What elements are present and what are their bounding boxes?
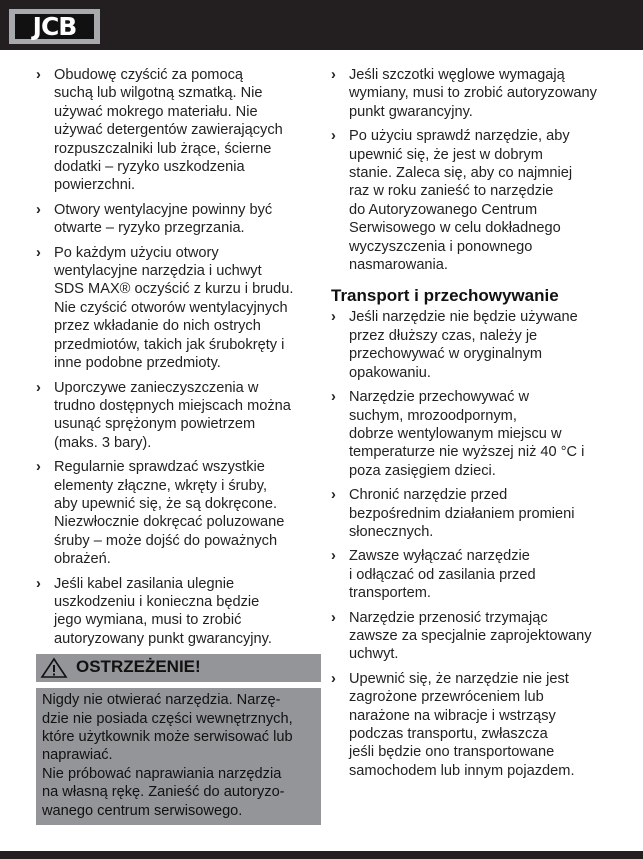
list-item-text: Upewnić się, że narzędzie nie jest zagrożone przewróceniem lub narażone na wibracje i wstrząsy podczas transportu, zwłaszcza jeśli będzie ono transportowane samochodem lub innym pojazdem. xyxy=(349,670,575,779)
logo-text: JCB xyxy=(15,14,94,39)
list-item-text: Jeśli narzędzie nie będzie używane przez dłuższy czas, należy je przechowywać w oryginalnym opakowaniu. xyxy=(349,309,578,381)
list-item-text: Jeśli kabel zasilania ulegnie uszkodzeniu i konieczna będzie jego wymiana, musi to zrobić autoryzowany punkt gwarancyjny. xyxy=(54,575,272,647)
list-item-text: Chronić narzędzie przed bezpośrednim działaniem promieni słonecznych. xyxy=(349,487,575,540)
list-item-text: Otwory wentylacyjne powinny być otwarte – ryzyko przegrzania. xyxy=(54,201,273,237)
bullet-chevron-icon: › xyxy=(331,609,336,626)
list-item xyxy=(331,486,616,541)
list-item xyxy=(36,244,321,373)
bullet-chevron-icon: › xyxy=(36,575,41,592)
list-item xyxy=(331,609,616,664)
bullet-chevron-icon: › xyxy=(331,128,336,145)
list-item-text: Zawsze wyłączać narzędzie i odłączać od zasilania przed transportem. xyxy=(349,548,536,602)
list-item-text: Jeśli szczotki węglowe wymagają wymiany, musi to zrobić autoryzowany punkt gwarancyjny. xyxy=(349,67,597,120)
list-item xyxy=(36,379,321,453)
list-item-text: Narzędzie przenosić trzymając zawsze za specjalnie zaprojektowany uchwyt. xyxy=(349,609,592,663)
bullet-chevron-icon: › xyxy=(36,379,41,396)
left-column xyxy=(36,66,321,825)
bullet-chevron-icon: › xyxy=(331,487,336,504)
bullet-chevron-icon: › xyxy=(331,389,336,406)
bullet-chevron-icon: › xyxy=(331,670,336,687)
warning-body: Nigdy nie otwierać narzędzia. Narzę- dzie nie posiada części wewnętrznych, które użytkownik może serwisować lub naprawiać. Nie próbować naprawiania narzędzia na własną rękę. Zanieść do autoryzo- wanego centrum serwisowego. xyxy=(36,688,321,825)
bullet-chevron-icon: › xyxy=(36,67,41,83)
list-item-text: Po użyciu sprawdź narzędzie, aby upewnić się, że jest w dobrym stanie. Zaleca się, aby co najmniej raz w roku zanieść to narzędzie do Autoryzowanego Centrum Serwisowego w celu dokładnego wyczyszczenia i ponownego nasmarowania. xyxy=(349,128,573,274)
right-column xyxy=(331,66,616,786)
list-item xyxy=(331,388,616,480)
list-item xyxy=(331,670,616,780)
bullet-chevron-icon: › xyxy=(331,548,336,565)
bullet-chevron-icon: › xyxy=(331,309,336,326)
jcb-logo xyxy=(9,9,100,44)
list-item xyxy=(36,575,321,649)
list-item xyxy=(331,66,616,121)
list-item xyxy=(331,547,616,602)
warning-triangle-icon xyxy=(40,657,68,679)
list-item-text: Regularnie sprawdzać wszystkie elementy złączne, wkręty i śruby, aby upewnić się, że są dokręcone. Niezwłocznie dokręcać poluzowane śruby – może dojść do poważnych obrażeń. xyxy=(54,459,285,568)
list-item-text: Narzędzie przechowywać w suchym, mrozoodpornym, dobrze wentylowanym miejscu w temperaturze nie wyższej niż 40 °C i poza zasięgiem dzieci. xyxy=(349,389,585,479)
list-item xyxy=(36,458,321,568)
list-item-text: Uporczywe zanieczyszczenia w trudno dostępnych miejscach można usunąć sprężonym powietrzem (maks. 3 bary). xyxy=(54,379,291,451)
bullet-chevron-icon: › xyxy=(36,244,41,261)
list-item-text: Po każdym użyciu otwory wentylacyjne narzędzia i uchwyt SDS MAX® oczyścić z kurzu i brudu. Nie czyścić otworów wentylacyjnych przez wkładanie do nich ostrych przedmiotów, takich jak śrubokręty i inne podobne przedmioty. xyxy=(54,244,294,372)
bullet-chevron-icon: › xyxy=(36,459,41,476)
list-item xyxy=(331,127,616,274)
list-item-text: Obudowę czyścić za pomocą suchą lub wilgotną szmatką. Nie używać mokrego materiału. Nie używać detergentów zawierających rozpuszczalniki lub żrące, ścierne dodatki – ryzyko uszkodzenia powierzchni. xyxy=(54,67,283,194)
list-item xyxy=(331,308,616,382)
section-heading-transport: Transport i przechowywanie xyxy=(331,286,559,306)
bullet-chevron-icon: › xyxy=(331,67,336,83)
header-bar xyxy=(0,0,643,50)
warning-title: OSTRZEŻENIE! xyxy=(76,657,201,677)
list-item xyxy=(36,66,321,195)
bullet-chevron-icon: › xyxy=(36,201,41,218)
warning-header xyxy=(36,654,321,685)
footer-bar xyxy=(0,851,643,859)
list-item xyxy=(36,201,321,238)
